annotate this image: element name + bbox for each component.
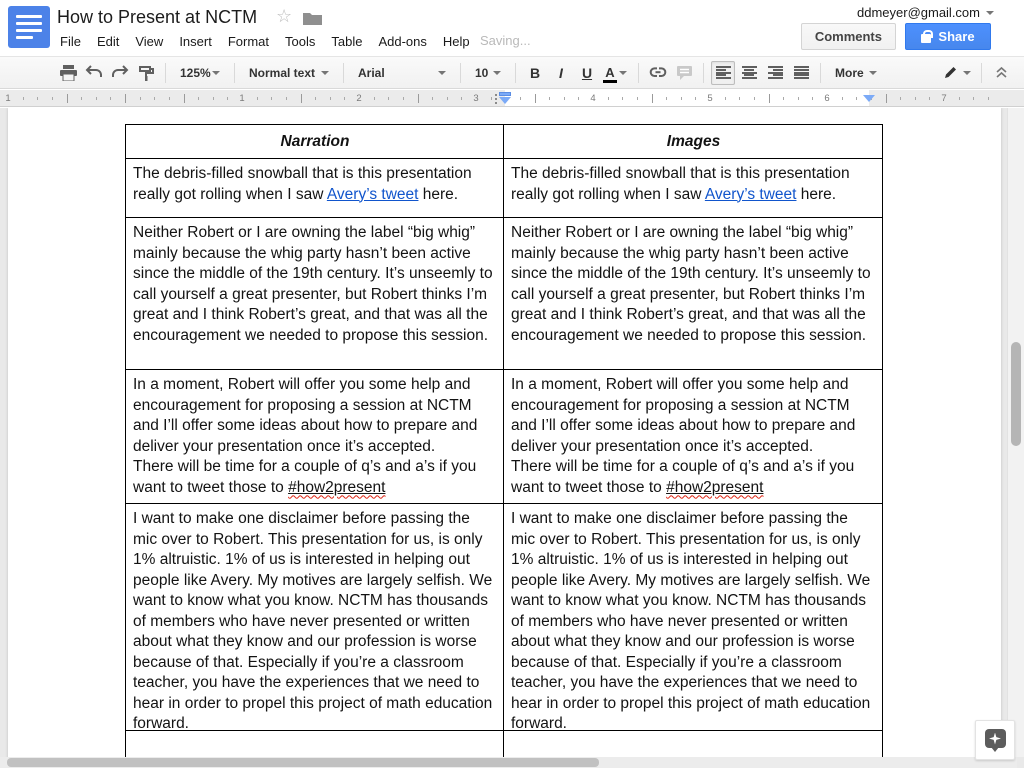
- share-label: Share: [938, 29, 975, 44]
- first-line-indent-marker[interactable]: [499, 92, 511, 96]
- ruler-tick: [842, 97, 843, 100]
- ruler-tick: [666, 97, 667, 100]
- cell-text: Neither Robert or I are owning the label “big whig” mainly because the whig party hasn’t been active since the middle of the 19th century. It’s unseemly to call yourself a great presenter, but Robert thinks I’m great and I think Robert’s great, and that was all the encouragement we needed to propose this session.: [133, 224, 493, 344]
- paragraph-style-value: Normal text: [249, 65, 316, 80]
- ruler-tick: [535, 94, 536, 103]
- cell-text: In a moment, Robert will offer you some help and encouragement for proposing a session at NCTM and I’ll offer some ideas about how to prepare and deliver your presentation once it’s accepted.: [133, 376, 478, 455]
- menu-item-add-ons[interactable]: Add-ons: [378, 33, 427, 49]
- ruler-tick: [96, 97, 97, 100]
- ruler-tick: [154, 97, 155, 100]
- column-resize-grip[interactable]: [495, 92, 498, 105]
- italic-label: I: [559, 64, 563, 81]
- ruler-tick: [388, 97, 389, 100]
- chevron-down-icon: [321, 71, 329, 75]
- ruler-tick: [432, 97, 433, 100]
- left-indent-marker[interactable]: [499, 97, 511, 104]
- horizontal-scrollbar-track[interactable]: [0, 757, 1017, 768]
- ruler-tick: [286, 97, 287, 100]
- ruler-tick: [988, 97, 989, 100]
- table-cell-narration-row3[interactable]: [125, 370, 504, 504]
- toolbar-separator: [234, 63, 235, 83]
- folder-icon[interactable]: [303, 11, 322, 30]
- ruler-inch-number: 3: [473, 93, 479, 104]
- document-table: [125, 124, 883, 768]
- align-left-icon: [716, 66, 731, 79]
- top-bar: [0, 0, 1024, 56]
- table-cell-images-row2[interactable]: [504, 218, 883, 370]
- ruler-tick: [271, 97, 272, 100]
- menu-item-view[interactable]: View: [135, 33, 164, 49]
- menu-item-insert[interactable]: Insert: [179, 33, 212, 49]
- logo-line: [16, 29, 42, 32]
- account-menu[interactable]: [857, 5, 994, 20]
- ruler-tick: [754, 97, 755, 100]
- explore-icon: [985, 729, 1006, 748]
- ruler-tick: [520, 97, 521, 100]
- ruler-tick: [81, 97, 82, 100]
- table-header-images[interactable]: Images: [504, 124, 883, 159]
- ruler-inch-number: 6: [824, 93, 830, 104]
- right-indent-marker[interactable]: [863, 95, 875, 102]
- misspelled-word: #how2present: [288, 478, 386, 496]
- text-link[interactable]: Avery’s tweet: [704, 185, 797, 203]
- menu-item-edit[interactable]: Edit: [96, 33, 120, 49]
- cell-text: I want to make one disclaimer before passing the mic over to Robert. This presentation for us, is only 1% altruistic. 1% of us is interested in helping out people like Avery. My motives are largely selfish. We want to know what you know. NCTM has thousands of members who have never presented or written about what they know and our profession is worse because of that. Especially if you’re a classroom teacher, you have the experiences that we need to hear in order to propel this project of math education forward.: [511, 510, 871, 731]
- ruler-inch-number: 4: [590, 93, 596, 104]
- table-cell-narration-row2[interactable]: [125, 218, 504, 370]
- ruler-inch-number: 1: [5, 93, 11, 104]
- cell-text: here.: [796, 185, 837, 203]
- justify-icon: [794, 66, 809, 79]
- table-header-narration[interactable]: Narration: [125, 124, 504, 159]
- font-select[interactable]: [352, 61, 452, 85]
- horizontal-scrollbar-thumb[interactable]: [7, 758, 599, 767]
- text-color-button[interactable]: [601, 61, 631, 85]
- ruler-tick: [447, 97, 448, 100]
- ruler-tick: [169, 97, 170, 100]
- chevron-down-icon: [438, 71, 446, 75]
- align-center-icon: [742, 66, 757, 79]
- ruler-inch-number: 2: [356, 93, 362, 104]
- zoom-value: 125%: [180, 65, 211, 80]
- misspelled-word: #how2present: [666, 478, 764, 496]
- menu-item-file[interactable]: File: [60, 33, 81, 49]
- vertical-scrollbar-thumb[interactable]: [1011, 342, 1021, 446]
- more-label: More: [835, 65, 864, 80]
- pencil-icon: [943, 65, 958, 80]
- undo-button[interactable]: [82, 61, 106, 85]
- cell-text: Neither Robert or I are owning the label “big whig” mainly because the whig party hasn’t been active since the middle of the 19th century. It’s unseemly to call yourself a great presenter, but Robert thinks I’m great and I think Robert’s great, and that was all the encouragement we needed to propose this session.: [511, 224, 871, 344]
- paragraph-style-select[interactable]: [243, 61, 335, 85]
- zoom-select[interactable]: [174, 61, 226, 85]
- more-menu[interactable]: [829, 61, 883, 85]
- table-cell-images-row1[interactable]: [504, 159, 883, 218]
- ruler-tick: [637, 97, 638, 100]
- table-header-row: [125, 124, 883, 159]
- ruler-tick: [315, 97, 316, 100]
- ruler-tick: [695, 97, 696, 100]
- ruler-tick: [564, 97, 565, 100]
- ruler-tick: [125, 94, 126, 103]
- docs-logo[interactable]: [8, 6, 50, 48]
- chevron-down-icon: [619, 71, 627, 75]
- chevron-down-icon: [212, 71, 220, 75]
- share-button[interactable]: [905, 23, 991, 50]
- document-canvas: [0, 108, 1024, 768]
- toolbar-separator: [703, 63, 704, 83]
- hashtag-text: [666, 479, 763, 496]
- ruler-tick: [681, 97, 682, 100]
- ruler-tick: [403, 97, 404, 100]
- ruler-tick: [140, 97, 141, 100]
- ruler-tick: [491, 97, 492, 100]
- ruler-tick: [213, 97, 214, 100]
- logo-line: [16, 22, 42, 25]
- star-icon[interactable]: ☆: [276, 6, 293, 26]
- ruler-tick: [344, 97, 345, 100]
- table-row: [125, 159, 883, 218]
- ruler-tick: [198, 97, 199, 100]
- save-status: Saving...: [480, 33, 531, 48]
- ruler-tick: [973, 97, 974, 100]
- cell-text: here.: [418, 185, 459, 203]
- toolbar-separator: [820, 63, 821, 83]
- underline-label: U: [581, 64, 593, 81]
- bold-label: B: [529, 64, 541, 81]
- ruler-tick: [725, 97, 726, 100]
- toolbar: [0, 56, 1024, 89]
- ruler-tick: [52, 97, 53, 100]
- ruler-tick: [110, 97, 111, 100]
- explore-button[interactable]: [975, 720, 1015, 760]
- justify-button[interactable]: [789, 61, 813, 85]
- font-size-select[interactable]: [469, 61, 507, 85]
- ruler-active-region: [505, 90, 869, 107]
- ruler-tick: [330, 97, 331, 100]
- insert-link-button[interactable]: [646, 61, 670, 85]
- toolbar-separator: [638, 63, 639, 83]
- insert-comment-button[interactable]: [672, 61, 696, 85]
- toolbar-separator: [165, 63, 166, 83]
- text-link[interactable]: Avery’s tweet: [326, 185, 419, 203]
- align-center-button[interactable]: [737, 61, 761, 85]
- ruler-tick: [257, 97, 258, 100]
- ruler-tick: [301, 94, 302, 103]
- page[interactable]: [8, 108, 1001, 768]
- toolbar-separator: [981, 63, 982, 83]
- ruler-tick: [227, 97, 228, 100]
- editing-mode-button[interactable]: [940, 61, 974, 85]
- ruler-inch-number: 1: [239, 93, 245, 104]
- table-cell-images-row4[interactable]: [504, 504, 883, 731]
- comments-button[interactable]: [801, 23, 896, 50]
- ruler-tick: [622, 97, 623, 100]
- cell-text: The debris-filled snowball that is this presentation really got rolling when I saw: [133, 165, 472, 203]
- font-value: Arial: [358, 65, 385, 80]
- align-right-button[interactable]: [763, 61, 787, 85]
- align-right-icon: [768, 66, 783, 79]
- logo-line: [16, 36, 33, 39]
- italic-button[interactable]: [549, 61, 573, 85]
- text-color-label: A: [605, 64, 615, 80]
- table-row: [125, 504, 883, 731]
- table-row: [125, 218, 883, 370]
- font-size-value: 10: [475, 65, 489, 80]
- chevron-down-icon: [963, 71, 971, 75]
- cell-text: There will be time for a couple of q’s and a’s if you want to tweet those to: [511, 458, 855, 496]
- lock-icon: [921, 34, 931, 43]
- menu-item-table[interactable]: Table: [331, 33, 363, 49]
- ruler-tick: [549, 97, 550, 100]
- ruler-tick: [67, 94, 68, 103]
- table-row: [125, 370, 883, 504]
- ruler-tick: [578, 97, 579, 100]
- ruler-tick: [769, 94, 770, 103]
- comments-label: Comments: [814, 29, 882, 44]
- align-left-button[interactable]: [711, 61, 735, 85]
- ruler-tick: [783, 97, 784, 100]
- chevron-down-icon: [986, 11, 994, 15]
- underline-button[interactable]: [575, 61, 599, 85]
- vertical-scrollbar-track[interactable]: [1007, 108, 1024, 757]
- cell-text: The debris-filled snowball that is this presentation really got rolling when I saw: [511, 165, 850, 203]
- ruler-tick: [608, 97, 609, 100]
- logo-line: [16, 15, 42, 18]
- table-cell-narration-row4[interactable]: [125, 504, 504, 731]
- menu-item-tools[interactable]: Tools: [285, 33, 316, 49]
- collapse-toolbar-button[interactable]: [989, 61, 1013, 85]
- table-cell-images-row3[interactable]: [504, 370, 883, 504]
- ruler-inch-number: 7: [941, 93, 947, 104]
- table-cell-narration-row1[interactable]: [125, 159, 504, 218]
- ruler-tick: [23, 97, 24, 100]
- ruler: [0, 90, 1024, 107]
- toolbar-separator: [460, 63, 461, 83]
- ruler-tick: [374, 97, 375, 100]
- ruler-tick: [461, 97, 462, 100]
- ruler-tick: [184, 94, 185, 103]
- ruler-tick: [915, 97, 916, 100]
- cell-text: There will be time for a couple of q’s and a’s if you want to tweet those to: [133, 458, 477, 496]
- ruler-tick: [418, 94, 419, 103]
- cell-text: I want to make one disclaimer before passing the mic over to Robert. This presentation for us, is only 1% altruistic. 1% of us is interested in helping out people like Avery. My motives are largely selfish. We want to know what you know. NCTM has thousands of members who have never presented or written about what they know and our profession is worse because of that. Especially if you’re a classroom teacher, you have the experiences that we need to hear in order to propel this project of math education forward.: [133, 510, 493, 731]
- cell-text: In a moment, Robert will offer you some help and encouragement for proposing a session at NCTM and I’ll offer some ideas about how to prepare and deliver your presentation once it’s accepted.: [511, 376, 856, 455]
- ruler-tick: [37, 97, 38, 100]
- ruler-inch-number: 5: [707, 93, 713, 104]
- ruler-tick: [959, 97, 960, 100]
- paint-format-button[interactable]: [134, 61, 158, 85]
- ruler-tick: [856, 97, 857, 100]
- toolbar-separator: [343, 63, 344, 83]
- ruler-tick: [929, 97, 930, 100]
- redo-button[interactable]: [108, 61, 132, 85]
- toolbar-separator: [515, 63, 516, 83]
- account-email: ddmeyer@gmail.com: [856, 5, 980, 20]
- ruler-tick: [900, 97, 901, 100]
- ruler-tick: [812, 97, 813, 100]
- ruler-tick: [739, 97, 740, 100]
- chevron-down-icon: [493, 71, 501, 75]
- bold-button[interactable]: [523, 61, 547, 85]
- ruler-tick: [798, 97, 799, 100]
- document-title[interactable]: How to Present at NCTM: [57, 7, 258, 27]
- print-button[interactable]: [56, 61, 80, 85]
- hashtag-text: [288, 479, 385, 496]
- menu-item-help[interactable]: Help: [442, 33, 470, 49]
- chevron-down-icon: [869, 71, 877, 75]
- ruler-tick: [886, 94, 887, 103]
- menu-item-format[interactable]: Format: [227, 33, 269, 49]
- ruler-tick: [652, 94, 653, 103]
- menu-bar: [52, 30, 478, 52]
- star-sparkle-icon: [989, 733, 1001, 745]
